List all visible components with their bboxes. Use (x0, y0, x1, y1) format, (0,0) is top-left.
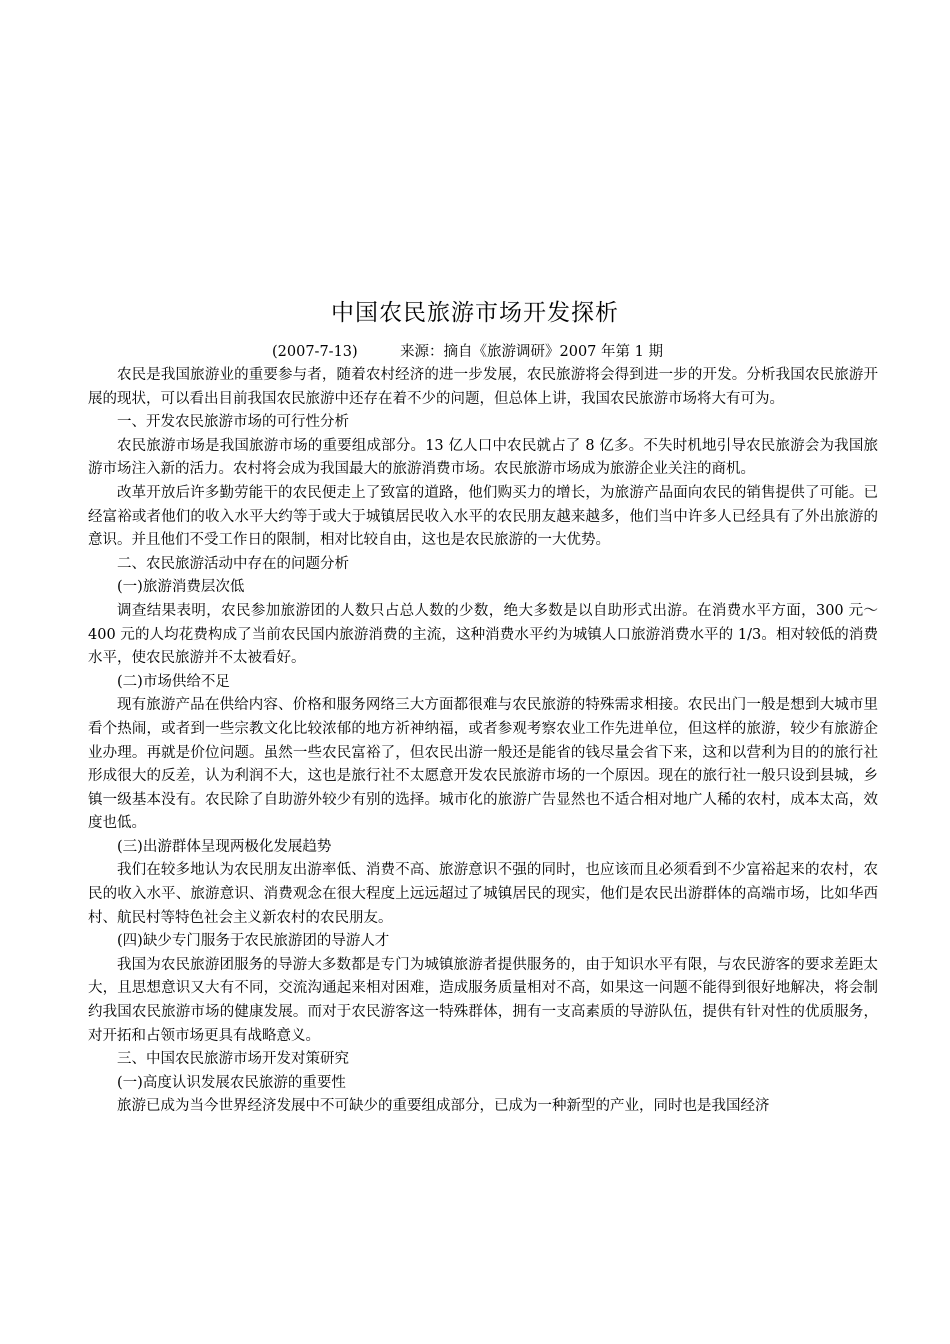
paragraph: 我们在较多地认为农民朋友出游率低、消费不高、旅游意识不强的同时，也应该而且必须看到不少富裕起来的农村，农民的收入水平、旅游意识、消费观念在很大程度上远远超过了城镇居民的现实，他们是农民出游群体的高端市场，比如华西村、航民村等特色社会主义新农村的农民朋友。 (88, 862, 878, 926)
subsection-heading: (一)旅游消费层次低 (117, 579, 245, 596)
document-meta (272, 341, 832, 363)
subsection-heading: (一)高度认识发展农民旅游的重要性 (117, 1074, 346, 1091)
paragraph: 改革开放后许多勤劳能干的农民便走上了致富的道路，他们购买力的增长，为旅游产品面向农民的销售提供了可能。已经富裕或者他们的收入水平大约等于或大于城镇居民收入水平的农民朋友越来越多，他们当中许多人已经具有了外出旅游的意识。并且他们不受工作日的限制，相对比较自由，这也是农民旅游的一大优势。 (88, 484, 878, 549)
section-heading-1: 一、开发农民旅游市场的可行性分析 (117, 414, 349, 431)
subsection-heading: (四)缺少专门服务于农民旅游团的导游人才 (117, 933, 390, 950)
paragraph: 现有旅游产品在供给内容、价格和服务网络三大方面都很难与农民旅游的特殊需求相接。农民出门一般是想到大城市里看个热闹，或者到一些宗教文化比较浓郁的地方祈神纳福，或者参观考察农业工作先进单位，但这样的旅游，较少有旅游企业办理。再就是价位问题。虽然一些农民富裕了，但农民出游一般还是能省的钱尽量会省下来，这和以营利为目的的旅行社形成很大的反差，认为利润不大，这也是旅行社不太愿意开发农民旅游市场的一个原因。现在的旅行社一般只设到县城，乡镇一级基本没有。农民除了自助游外较少有别的选择。城市化的旅游广告显然也不适合相对地广人稀的农村，成本太高，效度也低。 (88, 697, 878, 832)
section-heading-3: 三、中国农民旅游市场开发对策研究 (117, 1051, 349, 1068)
subsection-heading: (二)市场供给不足 (117, 673, 230, 690)
document-body (88, 364, 878, 1119)
paragraph: 我国为农民旅游团服务的导游大多数都是专门为城镇旅游者提供服务的，由于知识水平有限，与农民游客的要求差距太大，且思想意识又大有不同，交流沟通起来相对困难，造成服务质量相对不高，如果这一问题不能得到很好地解决，将会制约我国农民旅游市场的健康发展。而对于农民游客这一特殊群体，拥有一支高素质的导游队伍，提供有针对性的优质服务，对开拓和占领市场更具有战略意义。 (88, 956, 878, 1044)
section-heading-2: 二、农民旅游活动中存在的问题分析 (117, 555, 349, 572)
publish-date: (2007-7-13) (272, 344, 358, 360)
paragraph-intro: 农民是我国旅游业的重要参与者，随着农村经济的进一步发展，农民旅游将会得到进一步的开发。分析我国农民旅游开展的现状，可以看出目前我国农民旅游中还存在着不少的问题，但总体上讲，我国农民旅游市场将大有可为。 (88, 367, 878, 407)
paragraph: 调查结果表明，农民参加旅游团的人数只占总人数的少数，绝大多数是以自助形式出游。在消费水平方面，300 元～400 元的人均花费构成了当前农民国内旅游消费的主流，这种消费水平约为城镇人口旅游消费水平的 1/3。相对较低的消费水平，使农民旅游并不太被看好。 (88, 602, 878, 667)
paragraph: 旅游已成为当今世界经济发展中不可缺少的重要组成部分，已成为一种新型的产业，同时也是我国经济 (117, 1098, 770, 1115)
subsection-heading: (三)出游群体呈现两极化发展趋势 (117, 838, 332, 855)
paragraph: 农民旅游市场是我国旅游市场的重要组成部分。13 亿人口中农民就占了 8 亿多。不失时机地引导农民旅游会为我国旅游市场注入新的活力。农村将会成为我国最大的旅游消费市场。农民旅游市场成为旅游企业关注的商机。 (88, 437, 878, 478)
source-line: 来源：摘自《旅游调研》2007 年第 1 期 (400, 344, 663, 360)
document-title: 中国农民旅游市场开发探析 (331, 300, 619, 326)
